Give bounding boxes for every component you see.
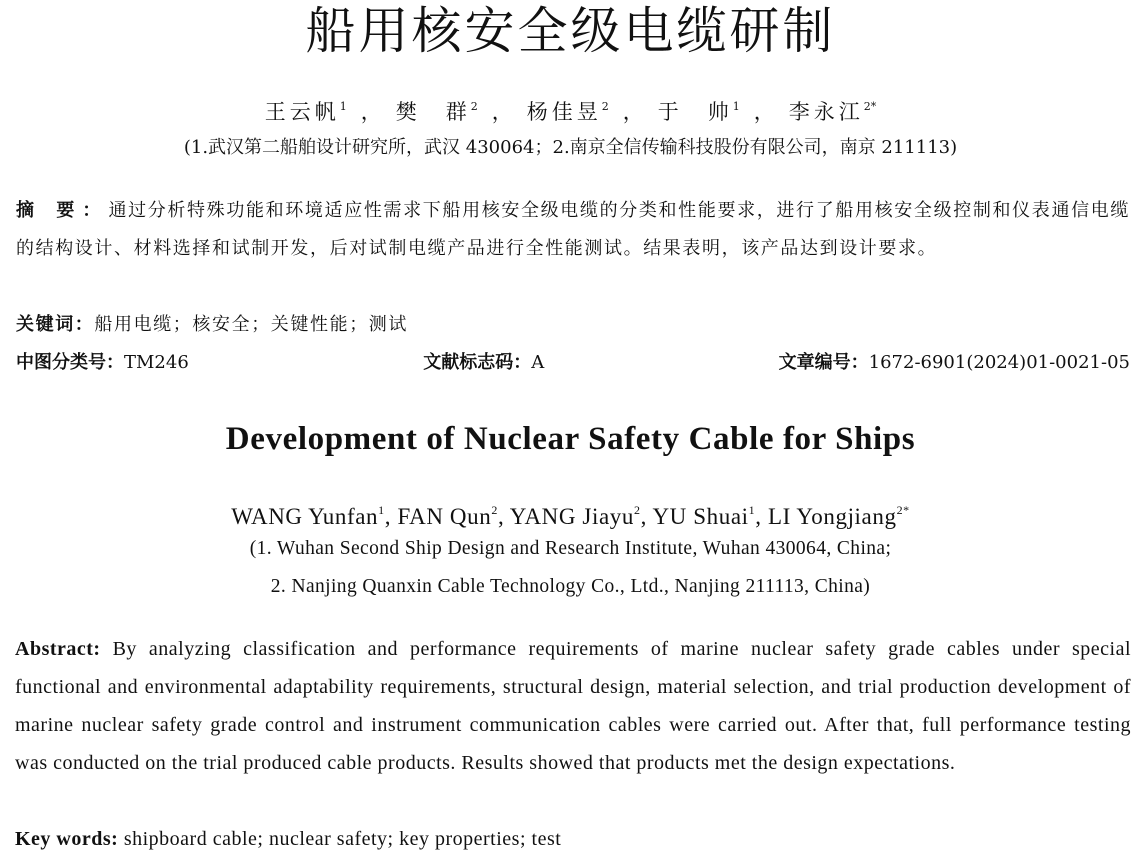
document-code: [423, 344, 544, 382]
chinese-abstract: [16, 192, 1130, 268]
english-abstract-text: By analyzing classification and performance requirements of marine nuclear safety grade cables under special functional and environmental adaptability requirements, structural design, material selection, and trial production development of marine nuclear safety grade control and instrument communication cables were carried out. After that, full performance testing was conducted on the trial produced cable products. Results showed that products met the design expectations.: [15, 638, 1131, 774]
english-keywords: [15, 820, 1131, 858]
chinese-abstract-label: 摘 要：: [16, 200, 109, 221]
chinese-author-4: [658, 100, 740, 124]
english-keywords-text: shipboard cable; nuclear safety; key properties; test: [123, 828, 562, 850]
author-affiliation-mark: 2*: [896, 503, 910, 517]
document-code-value: A: [531, 352, 545, 373]
english-authors: [0, 494, 1141, 533]
author-affiliation-mark: 2: [601, 100, 609, 113]
chinese-affiliations: (1.武汉第二船舶设计研究所，武汉 430064；2.南京全信传输科技股份有限公司，南京 211113): [183, 137, 958, 158]
author-separator: ，: [753, 100, 775, 124]
document-code-label: 文献标志码：: [423, 352, 532, 373]
english-abstract-label: Abstract:: [15, 638, 113, 660]
author-affiliation-mark: 1: [732, 100, 740, 113]
english-author-1: [231, 504, 385, 529]
author-affiliation-mark: 1: [339, 100, 347, 113]
author-affiliation-mark: 2*: [863, 100, 877, 113]
article-number-value: 1672-6901(2024)01-0021-05: [868, 352, 1130, 373]
article-number-label: 文章编号：: [778, 352, 869, 373]
author-separator: ,: [755, 504, 768, 529]
author-affiliation-mark: 2: [491, 503, 498, 517]
author-name: WANG Yunfan: [231, 504, 379, 529]
chinese-abstract-text: 通过分析特殊功能和环境适应性需求下船用核安全级电缆的分类和性能要求，进行了船用核安全级控制和仪表通信电缆的结构设计、材料选择和试制开发，后对试制电缆产品进行全性能测试。结果表明，该产品达到设计要求。: [16, 200, 1130, 259]
author-name: 李永江: [788, 100, 864, 124]
english-abstract: [15, 630, 1131, 782]
chinese-author-5: [789, 100, 877, 124]
english-keywords-label: Key words:: [15, 828, 124, 850]
clc-number: [16, 344, 189, 382]
clc-label: 中图分类号：: [16, 352, 124, 373]
chinese-keywords: [16, 306, 1130, 344]
author-name: YANG Jiayu: [509, 504, 634, 529]
classification-line: [16, 344, 1130, 382]
chinese-authors: [0, 92, 1141, 127]
english-affiliation-1: (1. Wuhan Second Ship Design and Research Institute, Wuhan 430064, China;: [249, 538, 892, 559]
chinese-keywords-text: 船用电缆；核安全；关键性能；测试: [94, 314, 409, 335]
english-author-2: [397, 504, 497, 529]
author-name: 樊 群: [395, 100, 471, 124]
article-number: [779, 344, 1130, 382]
author-separator: ，: [491, 100, 513, 124]
author-name: YU Shuai: [652, 504, 749, 529]
chinese-author-2: [396, 100, 478, 124]
chinese-keywords-label: 关键词：: [16, 314, 95, 335]
english-title: Development of Nuclear Safety Cable for Ships: [225, 421, 916, 457]
english-author-3: [510, 504, 641, 529]
author-name: LI Yongjiang: [767, 504, 897, 529]
chinese-title: 船用核安全级电缆研制: [305, 2, 836, 60]
author-name: FAN Qun: [397, 504, 492, 529]
author-affiliation-mark: 2: [470, 100, 478, 113]
author-name: 王云帆: [264, 100, 340, 124]
author-name: 杨佳昱: [526, 100, 602, 124]
author-separator: ，: [360, 100, 382, 124]
author-separator: ,: [640, 504, 653, 529]
author-separator: ,: [497, 504, 510, 529]
chinese-author-1: [265, 100, 347, 124]
author-separator: ,: [384, 504, 398, 529]
author-separator: ，: [622, 100, 644, 124]
chinese-author-3: [527, 100, 609, 124]
clc-value: TM246: [124, 352, 189, 373]
english-author-4: [652, 504, 755, 529]
english-author-5: [768, 504, 910, 529]
author-affiliation-mark: 2: [634, 503, 641, 517]
english-affiliation-2: 2. Nanjing Quanxin Cable Technology Co., Ltd., Nanjing 211113, China): [270, 576, 871, 597]
author-affiliation-mark: 1: [378, 503, 385, 517]
author-name: 于 帅: [657, 100, 733, 124]
author-affiliation-mark: 1: [748, 503, 756, 517]
